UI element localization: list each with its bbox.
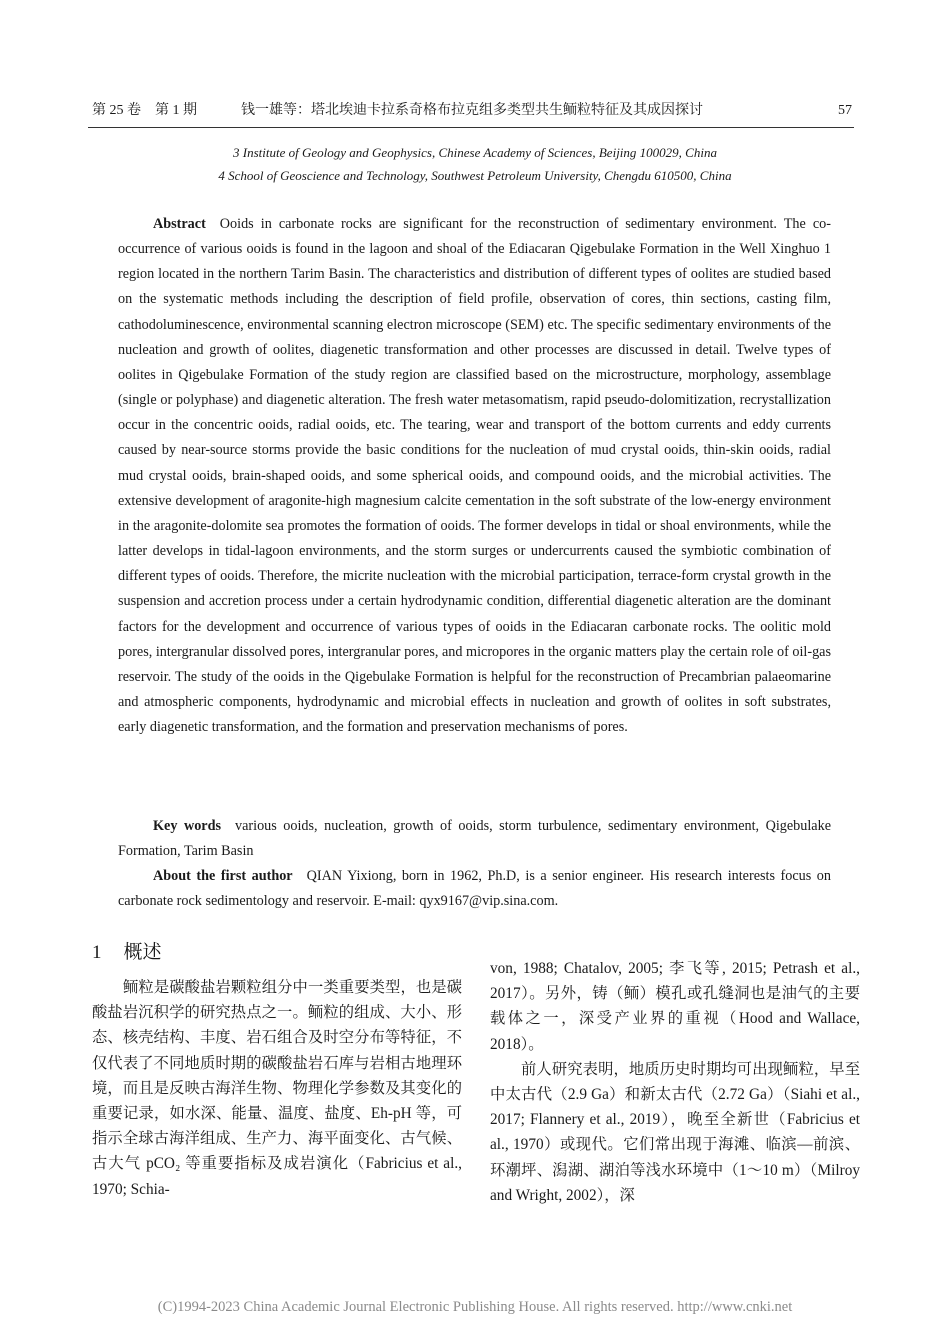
copyright-footer: (C)1994-2023 China Academic Journal Electronic Publishing House. All rights reserved. http://www.cnki.net <box>157 1299 793 1315</box>
running-header <box>92 100 852 122</box>
author-note-text: QIAN Yixiong, born in 1962, Ph.D, is a senior engineer. His research interests focus on carbonate rock sedimentology and reservoir. E-mail: qyx9167@vip.sina.com. <box>118 868 831 910</box>
body-right-column <box>490 956 860 1208</box>
section-number: 1 <box>92 942 102 963</box>
keywords-label: Key words <box>153 818 222 834</box>
keywords <box>118 814 831 864</box>
author-note-label: About the first author <box>153 868 293 884</box>
author-note <box>118 864 831 914</box>
abstract-label: Abstract <box>153 216 206 232</box>
abstract <box>118 212 831 740</box>
affiliation-3: 3 Institute of Geology and Geophysics, Chinese Academy of Sciences, Beijing 100029, China <box>233 145 717 160</box>
running-title: 钱一雄等：塔北埃迪卡拉系奇格布拉克组多类型共生鲕粒特征及其成因探讨 <box>241 103 703 118</box>
paragraph: 鲕粒是碳酸盐岩颗粒组分中一类重要类型，也是碳酸盐岩沉积学的研究热点之一。鲕粒的组成、大小、形态、核壳结构、丰度、岩石组合及时空分布等特征，不仅代表了不同地质时期的碳酸盐岩石库与岩相古地理环境，而且是反映古海洋生物、物理化学参数及其变化的重要记录，如水深、能量、温度、盐度、Eh-pH 等，可指示全球古海洋组成、生产力、海平面变化、古气候、古大气 pCO₂ 等重要指标及成岩演化（Fabricius et al., 1970; Schia- <box>92 979 462 1198</box>
affiliation-4: 4 School of Geoscience and Technology, Southwest Petroleum University, Chengdu 610500, China <box>218 168 732 183</box>
section-heading <box>92 940 162 966</box>
keywords-text: various ooids, nucleation, growth of ooids, storm turbulence, sedimentary environment, Qigebulake Formation, Tarim Basin <box>118 818 831 860</box>
body-left-column <box>92 975 462 1202</box>
paragraph: von, 1988; Chatalov, 2005; 李飞等, 2015; Petrash et al., 2017）。另外，铸（鲕）模孔或孔缝洞也是油气的主要载体之一，深受产业界的重视（Hood and Wallace, 2018）。 <box>490 960 860 1053</box>
abstract-text: Ooids in carbonate rocks are significant for the reconstruction of sedimentary environment. The co-occurrence of various ooids is found in the lagoon and shoal of the Ediacaran Qigebulake Formation in the Well Xinghuo 1 region located in the northern Tarim Basin. The characteristics and distribution of different types of oolites are studied based on the systematic methods including the description of field profile, observation of cores, thin sections, casting film, cathodoluminescence, environmental scanning electron microscope (SEM) etc. The specific sedimentary environments of the nucleation and growth of oolites, diagenetic transformation and other processes are discussed in detail. Twelve types of oolites in Qigebulake Formation of the study region are classified based on the microstructure, morphology, assemblage (single or polyphase) and diagenetic alteration. The fresh water metasomatism, rapid pseudo-dolomitization, recrystallization occur in the concentric ooids, radial ooids, etc. The tearing, wear and transport of the bottom currents and eddy currents caused by near-source storms provide the basic conditions for the nucleation of mud crystal ooids, thin-skin ooids, radial mud crystal ooids, brain-shaped ooids, and some spherical ooids, and compound ooids, and the microbial activities. The extensive development of aragonite-high magnesium calcite cementation in the soft substrate of the low-energy environment in the aragonite-dolomite sea promotes the formation of ooids. The former develops in tidal or shoal environments, while the latter develops in tidal-lagoon environments, and the storm surges or undercurrents caused the symbiotic combination of different types of ooids. Therefore, the micrite nucleation with the microbial participation, terrace-form crystal growth in the suspension and accretion process under a certain hydrodynamic condition, differential diagenetic alteration are the dominant factors for the development and occurrence of various types of ooids in the Ediacaran carbonate rocks. The oolitic mold pores, intergranular dissolved pores, intergranular pores, and micropores in the organic matters play the certain role of oil-gas reservoir. The study of the ooids in the Qigebulake Formation is helpful for the reconstruction of Precambrian palaeomarine and atmospheric components, hydrodynamic and microbial effects in nucleation and growth of oolites in soft substrates, early diagenetic transformation, and the formation and preservation mechanisms of pores. <box>118 216 831 736</box>
volume-issue: 第 25 卷 第 1 期 <box>92 103 197 118</box>
header-rule <box>88 127 854 128</box>
section-title: 概述 <box>123 942 162 963</box>
page-number: 57 <box>838 103 852 118</box>
paragraph: 前人研究表明，地质历史时期均可出现鲕粒，早至中太古代（2.9 Ga）和新太古代（2.72 Ga）（Siahi et al., 2017; Flannery et al., 2019），晚至全新世（Fabricius et al., 1970）或现代。它们常出现于海滩、临滨—前滨、环潮坪、潟湖、湖泊等浅水环境中（1～10 m）（Milroy and Wright, 2002），深 <box>490 1060 860 1204</box>
